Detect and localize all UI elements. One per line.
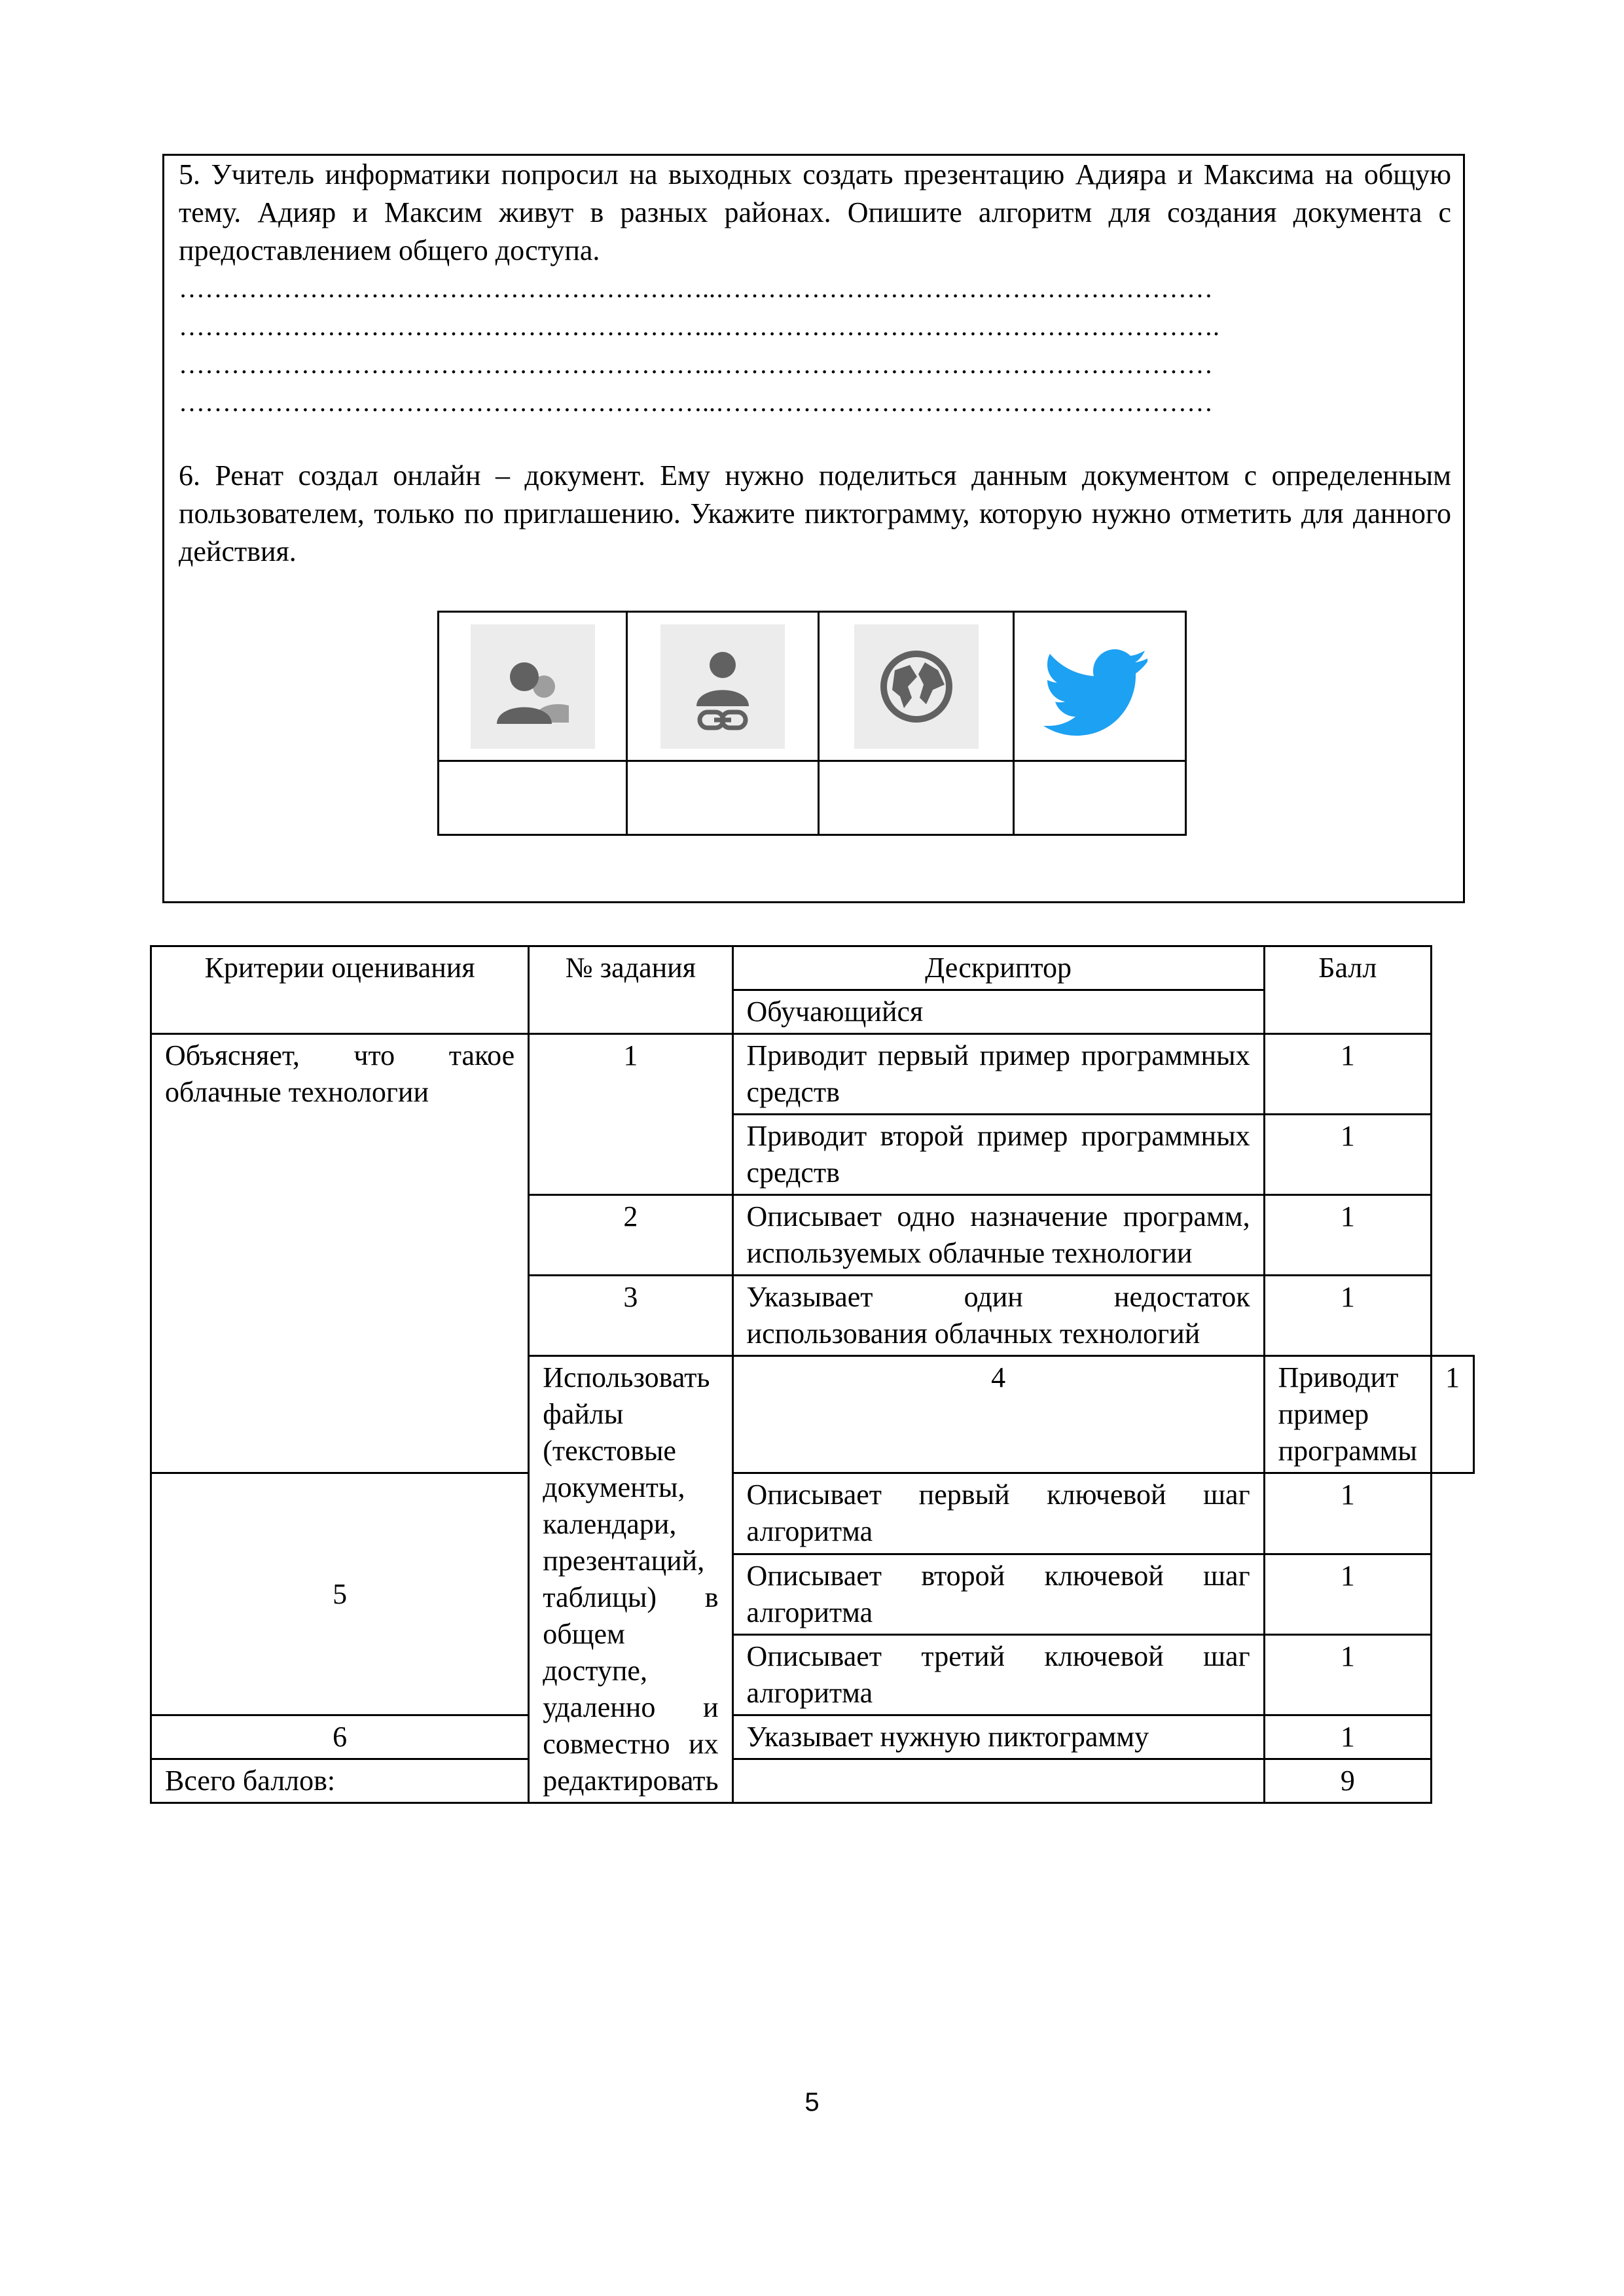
- icon-option-3: [819, 612, 1014, 761]
- twitter-bird-icon: [1038, 624, 1162, 749]
- score-cell: 1: [1264, 1115, 1431, 1195]
- descriptor-cell: Описывает одно назначение программ, используемых облачные технологии: [732, 1195, 1264, 1276]
- task-number: 1: [529, 1034, 732, 1195]
- answer-line-3: ……………………………………………………..…………………………………………………: [179, 350, 1213, 379]
- task-number: 6: [151, 1715, 529, 1759]
- task-6-text: 6. Ренат создал онлайн – документ. Ему нужно поделиться данным документом с определенным пользователем, только по приглашению. Укажите пиктограмму, которую нужно отметить для данного действия.: [179, 459, 1451, 567]
- descriptor-cell: Описывает второй ключевой шаг алгоритма: [732, 1554, 1264, 1635]
- people-share-icon: [471, 624, 595, 749]
- task-number: 5: [151, 1473, 529, 1715]
- answer-cell-2[interactable]: [627, 761, 819, 835]
- descriptor-cell: Описывает первый ключевой шаг алгоритма: [732, 1473, 1264, 1554]
- score-cell: 1: [1264, 1034, 1431, 1115]
- header-task-number: № задания: [529, 946, 732, 1034]
- score-cell: 1: [1264, 1473, 1431, 1554]
- descriptor-cell: Приводит второй пример программных средств: [732, 1115, 1264, 1195]
- icon-option-2: [627, 612, 819, 761]
- answer-line-2: ……………………………………………………..………………………………………………….: [179, 312, 1219, 341]
- task-number: 4: [732, 1356, 1264, 1473]
- descriptor-cell: Указывает один недостаток использования облачных технологий: [732, 1276, 1264, 1356]
- descriptor-cell: Указывает нужную пиктограмму: [732, 1715, 1264, 1759]
- answer-line-1: ……………………………………………………..…………………………………………………: [179, 274, 1213, 303]
- score-cell: 1: [1264, 1276, 1431, 1356]
- person-link-icon: [660, 624, 785, 749]
- icon-option-4: [1014, 612, 1186, 761]
- criteria-table: [150, 945, 1475, 1804]
- total-score: 9: [1264, 1759, 1431, 1803]
- icon-choice-table: [437, 611, 1187, 836]
- answer-cell-4[interactable]: [1014, 761, 1186, 835]
- score-cell: 1: [1432, 1356, 1474, 1473]
- task-5-text: 5. Учитель информатики попросил на выходных создать презентацию Адияра и Максима на общую тему. Адияр и Максим живут в разных районах. Опишите алгоритм для создания документа с предоставлением общего доступа.: [179, 158, 1451, 266]
- answer-cell-1[interactable]: [439, 761, 627, 835]
- score-cell: 1: [1264, 1554, 1431, 1635]
- task-number: 3: [529, 1276, 732, 1356]
- answer-line-4: ……………………………………………………..…………………………………………………: [179, 387, 1213, 417]
- header-criteria: Критерии оценивания: [151, 946, 529, 1034]
- header-learner: Обучающийся: [732, 990, 1264, 1034]
- total-label: Всего баллов:: [151, 1759, 1265, 1803]
- criterion-shared-files: Использовать файлы (текстовые документы, календари, презентаций, таблицы) в общем доступе, удаленно и совместно их редактировать: [529, 1356, 732, 1803]
- header-score: Балл: [1264, 946, 1431, 1034]
- descriptor-cell: Приводит первый пример программных средств: [732, 1034, 1264, 1115]
- icon-option-1: [439, 612, 627, 761]
- score-cell: 1: [1264, 1195, 1431, 1276]
- score-cell: 1: [1264, 1715, 1431, 1759]
- globe-icon: [854, 624, 979, 749]
- task-number: 2: [529, 1195, 732, 1276]
- answer-cell-3[interactable]: [819, 761, 1014, 835]
- tasks-frame: [162, 154, 1465, 903]
- descriptor-cell: Описывает третий ключевой шаг алгоритма: [732, 1635, 1264, 1715]
- criterion-cloud: Объясняет, что такое облачные технологии: [151, 1034, 529, 1473]
- page-number: 5: [804, 2088, 820, 2117]
- score-cell: 1: [1264, 1635, 1431, 1715]
- descriptor-cell: Приводит пример программы: [1264, 1356, 1431, 1473]
- header-descriptor: Дескриптор: [732, 946, 1264, 990]
